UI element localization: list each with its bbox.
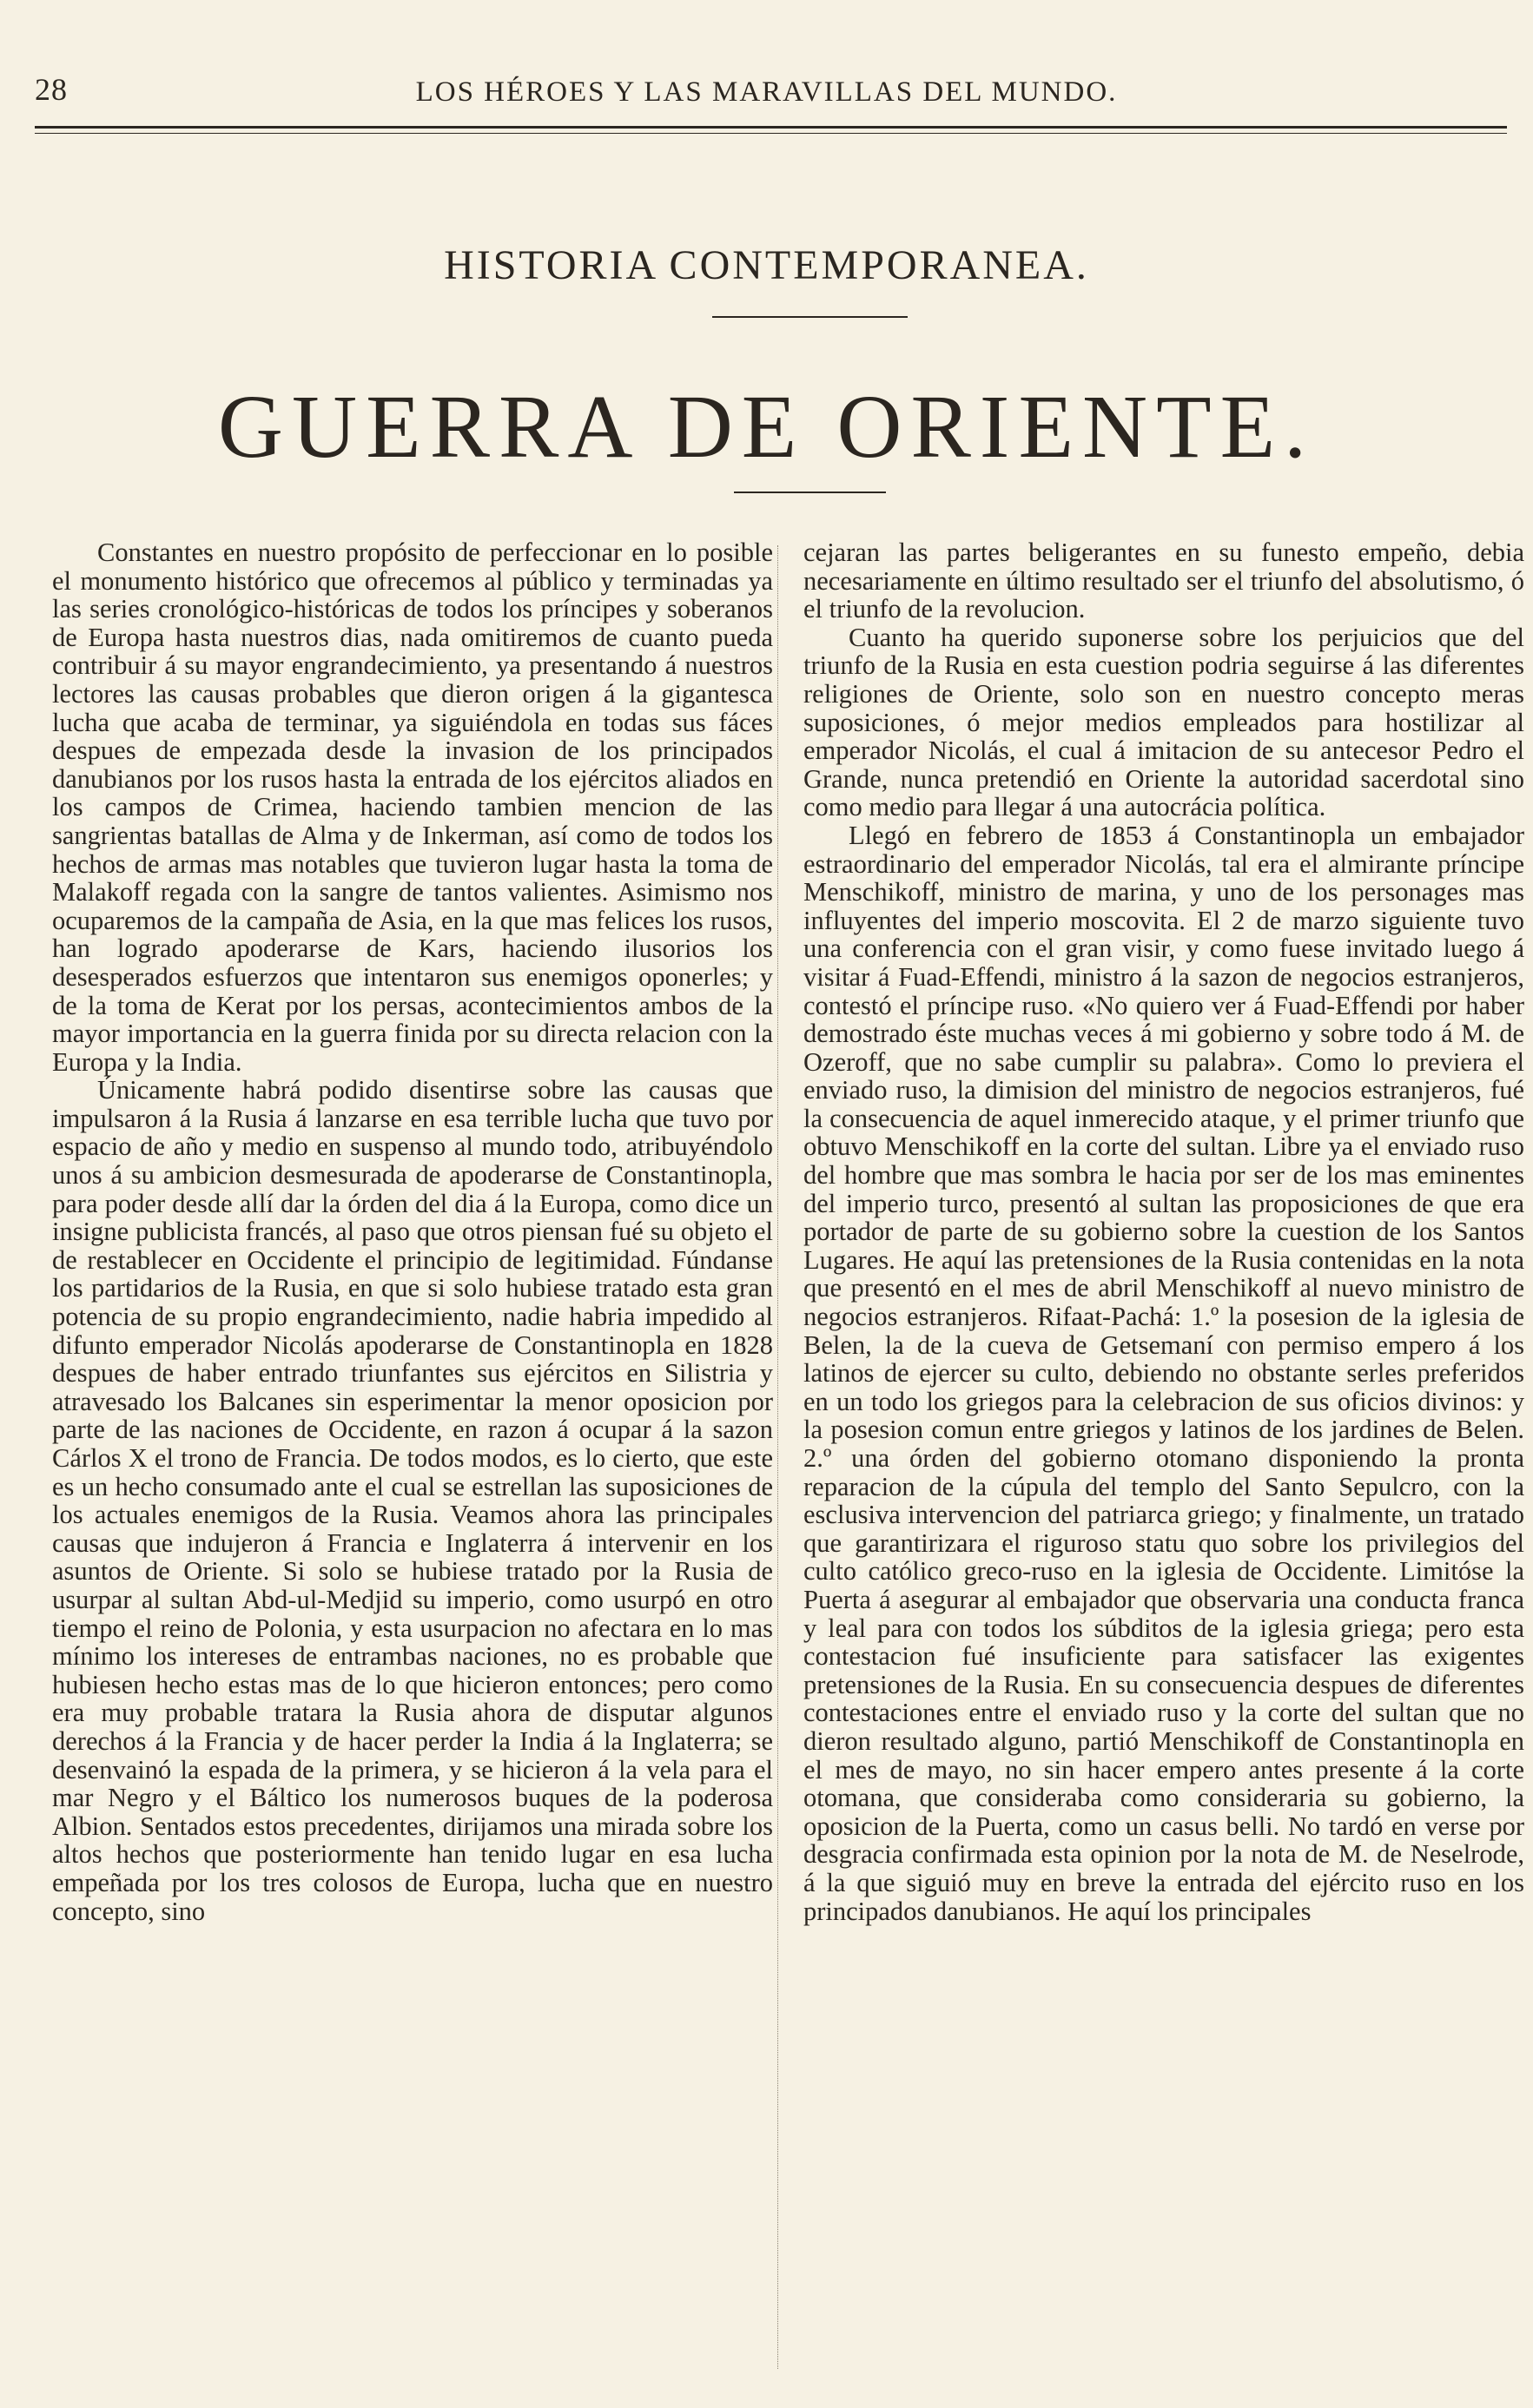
paragraph: Constantes en nuestro propósito de perfeccionar en lo posible el monumento histórico que ofrecemos al público y terminadas ya las series cronológico-históricas de todos los príncipes y soberanos de Europa hasta nuestros dias, nada omitiremos de cuanto pueda contribuir á su mayor engrandecimiento, ya presentando á nuestros lectores las causas probables que dieron origen á la gigantesca lucha que acaba de terminar, ya siguiéndola en todas sus fáces despues de empezada desde la invasion de los principados danubianos por los rusos hasta la entrada de los ejércitos aliados en los campos de Crimea, haciendo tambien mencion de las sangrientas batallas de Alma y de Inkerman, así como de todos los hechos de armas mas notables que tuvieron lugar hasta la toma de Malakoff regada con la sangre de tantos valientes. Asimismo nos ocuparemos de la campaña de Asia, en la que mas felices los rusos, han logrado apoderarse de Kars, haciendo ilusorios los desesperados esfuerzos que intentaron sus enemigos oponerles; y de la toma de Kerat por los persas, acontecimientos ambos de la mayor importancia en la guerra finida por su directa relacion con la Europa y la India. bbox=[52, 538, 773, 1077]
left-column bbox=[52, 538, 773, 2379]
right-column bbox=[803, 538, 1524, 2379]
paragraph: Únicamente habrá podido disentirse sobre las causas que impulsaron á la Rusia á lanzarse en esa terrible lucha que tuvo por espacio de año y medio en suspenso al mundo todo, atribuyéndolo unos á su ambicion desmesurada de apoderarse de Constantinopla, para poder desde allí dar la órden del dia á la Europa, como dice un insigne publicista francés, al paso que otros piensan fué su objeto el de restablecer en Occidente el principio de legitimidad. Fúndanse los partidarios de la Rusia, en que si solo hubiese tratado esta gran potencia de su propio engrandecimiento, nadie habria impedido al difunto emperador Nicolás apoderarse de Constantinopla en 1828 despues de haber entrado triunfantes sus ejércitos en Silistria y atravesado los Balcanes sin esperimentar la menor oposicion por parte de las naciones de Occidente, en razon á ocupar á la sazon Cárlos X el trono de Francia. De todos modos, es lo cierto, que este es un hecho consumado ante el cual se estrellan las suposiciones de los actuales enemigos de la Rusia. Veamos ahora las principales causas que indujeron á Francia e Inglaterra á intervenir en los asuntos de Oriente. Si solo se hubiese tratado por la Rusia de usurpar al sultan Abd-ul-Medjid su imperio, como usurpó en otro tiempo el reino de Polonia, y esta usurpacion no afectara en lo mas mínimo los intereses de entrambas naciones, no es probable que hubiesen hecho estas mas de lo que hicieron entonces; pero como era muy probable tratara la Rusia ahora de disputar algunos derechos á la Francia y de hacer perder la India á la Inglaterra; se desenvainó la espada de la primera, y se hicieron á la vela para el mar Negro y el Báltico los numerosos buques de la poderosa Albion. Sentados estos precedentes, dirijamos una mirada sobre los altos hechos que posteriormente han tenido lugar en esa lucha empeñada por los tres colosos de Europa, lucha que en nuestro concepto, sino bbox=[52, 1075, 773, 1926]
header-rule-thick bbox=[35, 126, 1507, 129]
paragraph: Cuanto ha querido suponerse sobre los perjuicios que del triunfo de la Rusia en esta cuestion podria seguirse á las diferentes religiones de Oriente, solo son en nuestro concepto meras suposiciones, ó mejor medios empleados para hostilizar al emperador Nicolás, el cual á imitacion de su antecesor Pedro el Grande, nunca pretendió en Oriente la autoridad sacerdotal sino como medio para llegar á una autocrácia política. bbox=[803, 622, 1524, 822]
section-rule bbox=[712, 316, 908, 318]
header-rule-thin bbox=[35, 133, 1507, 134]
section-title: HISTORIA CONTEMPORANEA. bbox=[444, 242, 1089, 288]
main-title: GUERRA DE ORIENTE. bbox=[217, 377, 1316, 477]
paragraph-continued: cejaran las partes beligerantes en su funesto empeño, debia necesariamente en último resultado ser el triunfo del absolutismo, ó el triunfo de la revolucion. bbox=[803, 538, 1524, 624]
column-divider bbox=[777, 545, 778, 2369]
title-rule bbox=[734, 491, 886, 493]
paragraph: Llegó en febrero de 1853 á Constantinopla un embajador estraordinario del emperador Nicolás, tal era el almirante príncipe Menschikoff, ministro de marina, y uno de los personages mas influyentes del imperio moscovita. El 2 de marzo siguiente tuvo una conferencia con el gran visir, y como fuese invitado luego á visitar á Fuad-Effendi, ministro á la sazon de negocios estranjeros, contestó el príncipe ruso. «No quiero ver á Fuad-Effendi por haber demostrado éste muchas veces á mi gobierno y sobre todo á M. de Ozeroff, que no sabe cumplir su palabra». Como lo previera el enviado ruso, la dimision del ministro de negocios estranjeros, fué la consecuencia de aquel inmerecido ataque, y el primer triunfo que obtuvo Menschikoff en la corte del sultan. Libre ya el enviado ruso del hombre que mas sombra le hacia por ser de los mas eminentes del imperio turco, presentó al sultan las proposiciones de que era portador de parte de su gobierno sobre la cuestion de los Santos Lugares. He aquí las pretensiones de la Rusia contenidas en la nota que presentó en el mes de abril Menschikoff al nuevo ministro de negocios estranjeros. Rifaat-Pachá: 1.º la posesion de la iglesia de Belen, la de la cueva de Getsemaní con permiso empero á los latinos de ejercer su culto, debiendo no obstante serles preferidos en un todo los griegos para la celebracion de sus oficios divinos: y la posesion comun entre griegos y latinos de los jardines de Belen. 2.º una órden del gobierno otomano disponiendo la pronta reparacion de la cúpula del templo del Santo Sepulcro, con la esclusiva intervencion del patriarca griego; y finalmente, un tratado que garantirizara el riguroso statu quo sobre los privilegios del culto católico greco-ruso en la iglesia de Occidente. Limitóse la Puerta á asegurar al embajador que observaria una conducta franca y leal para con todos los súbditos de la iglesia griega; pero esta contestacion fué insuficiente para satisfacer las exigentes pretensiones de la Rusia. En su consecuencia despues de diferentes contestaciones entre el enviado ruso y la corte del sultan que no dieron resultado alguno, partió Menschikoff de Constantinopla en el mes de mayo, no sin hacer empero antes presente á la corte otomana, que consideraba como consideraria su gobierno, la oposicion de la Puerta, como un casus belli. No tardó en verse por desgracia confirmada esta opinion por la nota de M. de Neselrode, á la que siguió muy en breve la entrada del ejército ruso en los principados danubianos. He aquí los principales bbox=[803, 820, 1524, 1926]
running-title: LOS HÉROES Y LAS MARAVILLAS DEL MUNDO. bbox=[415, 76, 1118, 108]
page-number: 28 bbox=[35, 72, 68, 107]
